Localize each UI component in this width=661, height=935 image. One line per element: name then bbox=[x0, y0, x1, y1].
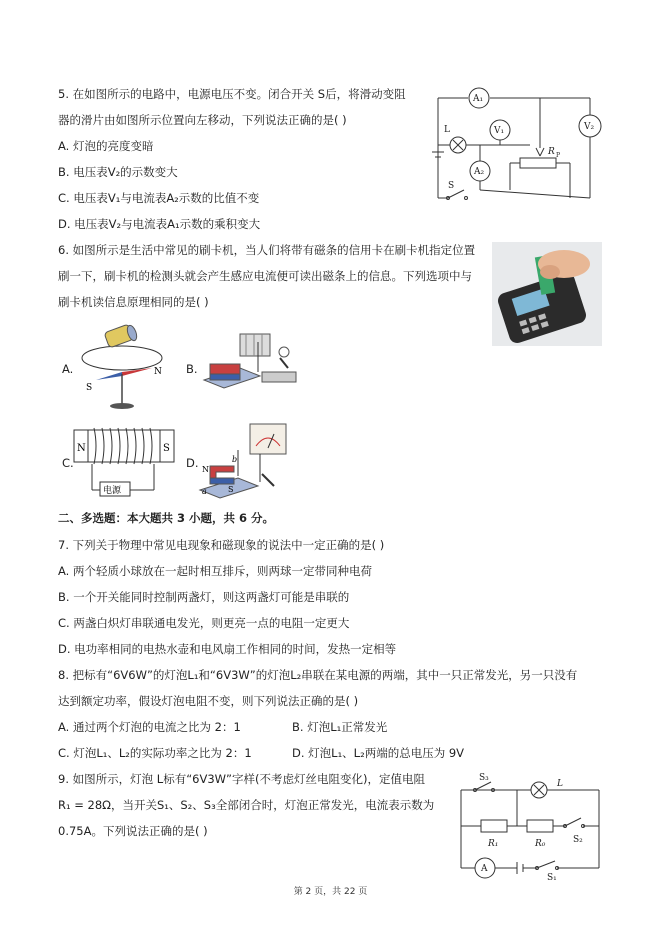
q9-s1-label: S₁ bbox=[547, 873, 557, 882]
q5-v1-label: V₁ bbox=[494, 126, 505, 136]
q5-rp-subscript: P bbox=[556, 152, 561, 159]
q9-line-3: 0.75A。下列说法正确的是( ) bbox=[58, 824, 208, 838]
q6-a-n-label: N bbox=[154, 367, 162, 377]
q6-line-2: 刷一下，刷卡机的检测头就会产生感应电流便可读出磁条上的信息。下列选项中与 bbox=[58, 269, 472, 283]
q9-circuit-diagram bbox=[455, 772, 605, 882]
q6-option-b-letter: B. bbox=[186, 362, 198, 376]
q6-line-1: 6. 如图所示是生活中常见的刷卡机，当人们将带有磁条的信用卡在刷卡机指定位置 bbox=[58, 243, 476, 257]
q7-option-d: D. 电功率相同的电热水壶和电风扇工作相同的时间，发热一定相等 bbox=[58, 642, 397, 656]
q7-stem: 7. 下列关于物理中常见电现象和磁现象的说法中一定正确的是( ) bbox=[58, 538, 385, 552]
q5-line-2: 器的滑片由如图所示位置向左移动，下列说法正确的是( ) bbox=[58, 113, 347, 127]
q9-s2-label: S₂ bbox=[573, 835, 583, 845]
q7-option-a: A. 两个轻质小球放在一起时相互排斥，则两球一定带同种电荷 bbox=[58, 564, 372, 578]
q8-option-d: D. 灯泡L₁、L₂两端的总电压为 9V bbox=[292, 746, 465, 760]
q6-line-3: 刷卡机读信息原理相同的是( ) bbox=[58, 295, 209, 309]
q5-option-d: D. 电压表V₂与电流表A₁示数的乘积变大 bbox=[58, 217, 261, 231]
card-reader-photo bbox=[492, 242, 602, 346]
q6-d-a-label: a bbox=[202, 487, 207, 496]
q5-a2-label: A₂ bbox=[474, 167, 485, 177]
q6-c-s-label: S bbox=[163, 443, 170, 454]
q6-option-c-letter: C. bbox=[62, 456, 74, 470]
q9-line-1: 9. 如图所示，灯泡 L标有“6V3W”字样(不考虑灯丝电阻变化)，定值电阻 bbox=[58, 772, 425, 786]
q9-ammeter-label: A bbox=[481, 864, 488, 874]
q8-option-a: A. 通过两个灯泡的电流之比为 2：1 bbox=[58, 720, 241, 734]
page-footer: 第 2 页，共 22 页 bbox=[293, 887, 368, 897]
q6-figure-c-electromagnet bbox=[70, 424, 180, 500]
q6-option-d-letter: D. bbox=[186, 456, 199, 470]
q9-s3-label: S₃ bbox=[479, 773, 489, 783]
q6-figure-d-generator-setup bbox=[198, 420, 298, 502]
q8-option-b: B. 灯泡L₁正常发光 bbox=[292, 720, 388, 734]
q6-a-s-label: S bbox=[86, 383, 93, 393]
q5-v2-label: V₂ bbox=[584, 122, 595, 132]
q6-option-a-letter: A. bbox=[62, 362, 74, 376]
section-heading-multi-choice: 二、多选题：本大题共 3 小题，共 6 分。 bbox=[58, 511, 275, 525]
q5-option-a: A. 灯泡的亮度变暗 bbox=[58, 139, 154, 153]
q9-r1-label: R₁ bbox=[488, 839, 499, 849]
q9-l-label: L bbox=[557, 779, 563, 789]
q8-option-c: C. 灯泡L₁、L₂的实际功率之比为 2：1 bbox=[58, 746, 252, 760]
q8-line-1: 8. 把标有“6V6W”的灯泡L₁和“6V3W”的灯泡L₂串联在某电源的两端，其中一只正常发光，另一只没有 bbox=[58, 668, 578, 682]
q5-rp-label: R bbox=[548, 147, 555, 157]
q9-line-2: R₁ = 28Ω，当开关S₁、S₂、S₃全部闭合时，灯泡正常发光，电流表示数为 bbox=[58, 798, 435, 812]
q6-c-n-label: N bbox=[77, 443, 86, 454]
q5-option-c: C. 电压表V₁与电流表A₂示数的比值不变 bbox=[58, 191, 260, 205]
q9-r0-label: R₀ bbox=[535, 839, 546, 849]
q5-s-label: S bbox=[448, 181, 455, 191]
q6-d-b-label: b bbox=[232, 455, 238, 464]
q5-l-label: L bbox=[444, 125, 450, 135]
q6-d-n-label: N bbox=[202, 465, 209, 474]
q6-figure-b-motor-setup bbox=[200, 328, 300, 398]
q7-option-c: C. 两盏白炽灯串联通电发光，则更亮一点的电阻一定更大 bbox=[58, 616, 350, 630]
q8-line-2: 达到额定功率，假设灯泡电阻不变，则下列说法正确的是( ) bbox=[58, 694, 359, 708]
q7-option-b: B. 一个开关能同时控制两盏灯，则这两盏灯可能是串联的 bbox=[58, 590, 350, 604]
q5-option-b: B. 电压表V₂的示数变大 bbox=[58, 165, 178, 179]
q5-circuit-diagram bbox=[420, 80, 610, 210]
q5-a1-label: A₁ bbox=[473, 94, 484, 104]
q6-figure-a-compass-coil bbox=[76, 322, 176, 412]
q6-d-s-label: S bbox=[228, 485, 234, 494]
q6-c-power-label: 电源 bbox=[103, 486, 122, 496]
q5-line-1: 5. 在如图所示的电路中，电源电压不变。闭合开关 S后，将滑动变阻 bbox=[58, 87, 406, 101]
